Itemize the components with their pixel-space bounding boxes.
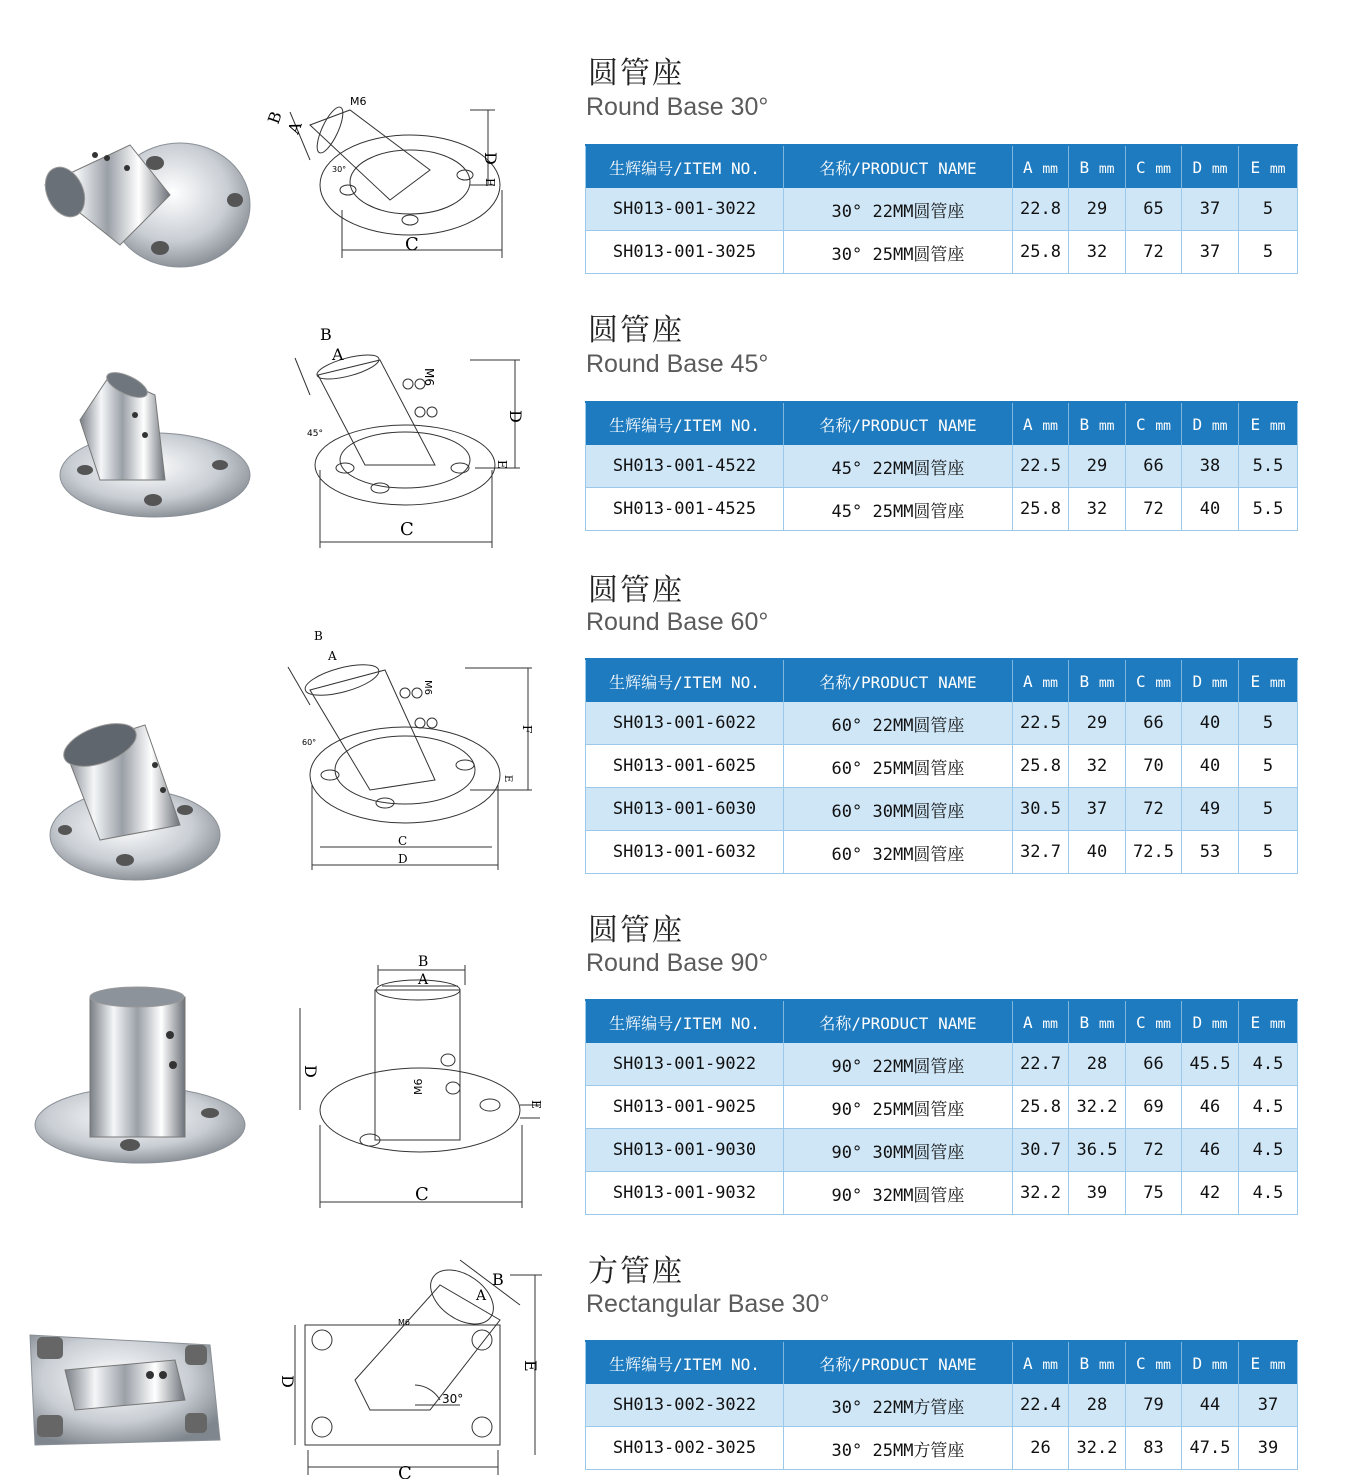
c-cell: 72.5 [1126,831,1182,874]
product-name-cell: 90° 32MM圆管座 [784,1172,1013,1215]
col-header-e: E mm [1239,1000,1298,1043]
spec-table [585,999,1298,1215]
item-no-cell: SH013-001-6032 [586,831,784,874]
dim-d-label: D [506,410,525,423]
table-header-row [586,659,1298,702]
thread-m6-label: M6 [398,1318,410,1327]
d-cell: 40 [1182,488,1239,531]
product-name-cell: 30° 22MM圆管座 [784,188,1013,231]
item-no-cell: SH013-001-9032 [586,1172,784,1215]
section-title-en: Round Base 30° [586,93,769,121]
col-header-e: E mm [1239,659,1298,702]
product-name-cell: 60° 22MM圆管座 [784,702,1013,745]
e-cell: 5 [1239,188,1298,231]
technical-drawing [270,320,560,550]
e-cell: 5 [1239,831,1298,874]
dim-d-label: D [278,1375,297,1388]
section-title-en: Round Base 60° [586,608,769,636]
product-section-round-base-45 [0,290,1362,550]
spec-table [585,658,1298,874]
product-name-cell: 60° 25MM圆管座 [784,745,1013,788]
e-cell: 5 [1239,745,1298,788]
dim-a-label: A [283,119,306,137]
d-cell: 37 [1182,188,1239,231]
product-name-cell: 30° 25MM圆管座 [784,231,1013,274]
a-cell: 32.2 [1013,1172,1069,1215]
product-photo [25,1325,255,1455]
technical-drawing [270,625,560,875]
col-header-b: B mm [1069,145,1126,188]
d-cell: 46 [1182,1129,1239,1172]
dim-d-label: D [398,852,408,866]
product-section-round-base-30 [0,0,1362,290]
product-name-cell: 60° 32MM圆管座 [784,831,1013,874]
dim-b-label: B [320,325,332,344]
dim-b-label: B [492,1270,504,1289]
col-header-a: A mm [1013,1000,1069,1043]
col-header-c: C mm [1126,1341,1182,1384]
product-photo [25,715,255,885]
product-name-cell: 90° 25MM圆管座 [784,1086,1013,1129]
dim-e-label: E [495,460,509,469]
dim-a-label: A [418,972,429,988]
item-no-cell: SH013-001-6022 [586,702,784,745]
dim-f-label: F [520,725,534,734]
a-cell: 25.8 [1013,1086,1069,1129]
item-no-cell: SH013-002-3025 [586,1427,784,1470]
e-cell: 4.5 [1239,1086,1298,1129]
table-row [586,1427,1298,1470]
a-cell: 32.7 [1013,831,1069,874]
table-header-row [586,402,1298,445]
col-header-d: D mm [1182,402,1239,445]
dim-b-label: B [418,954,429,970]
thread-m6-label: M6 [422,368,436,386]
thread-m6-label: M6 [422,680,433,695]
dim-c-label: C [398,1463,412,1479]
col-header-e: E mm [1239,402,1298,445]
dim-e-label: E [483,178,497,187]
dim-c-label: C [398,834,408,848]
b-cell: 37 [1069,788,1126,831]
dim-c-label: C [400,519,414,540]
table-header-row [586,145,1298,188]
col-header-item-no: 生辉编号/ITEM NO. [586,402,784,445]
d-cell: 42 [1182,1172,1239,1215]
spec-table [585,1340,1298,1470]
a-cell: 22.4 [1013,1384,1069,1427]
dim-e-label: E [502,775,513,783]
d-cell: 45.5 [1182,1043,1239,1086]
a-cell: 25.8 [1013,488,1069,531]
d-cell: 40 [1182,702,1239,745]
product-name-cell: 90° 22MM圆管座 [784,1043,1013,1086]
a-cell: 22.5 [1013,702,1069,745]
product-photo [25,365,255,525]
b-cell: 32 [1069,231,1126,274]
c-cell: 83 [1126,1427,1182,1470]
col-header-e: E mm [1239,1341,1298,1384]
section-title-cn: 方管座 [588,1254,684,1289]
c-cell: 72 [1126,488,1182,531]
table-row [586,445,1298,488]
col-header-product-name: 名称/PRODUCT NAME [784,1000,1013,1043]
product-name-cell: 30° 25MM方管座 [784,1427,1013,1470]
col-header-item-no: 生辉编号/ITEM NO. [586,1341,784,1384]
table-row [586,745,1298,788]
a-cell: 22.8 [1013,188,1069,231]
item-no-cell: SH013-001-4522 [586,445,784,488]
col-header-d: D mm [1182,145,1239,188]
technical-drawing [270,950,560,1210]
c-cell: 66 [1126,445,1182,488]
table-row [586,1384,1298,1427]
item-no-cell: SH013-001-6030 [586,788,784,831]
e-cell: 37 [1239,1384,1298,1427]
d-cell: 49 [1182,788,1239,831]
dim-b-label: B [314,629,323,643]
item-no-cell: SH013-001-3025 [586,231,784,274]
col-header-a: A mm [1013,1341,1069,1384]
col-header-product-name: 名称/PRODUCT NAME [784,145,1013,188]
e-cell: 5 [1239,702,1298,745]
angle-label: 30° [332,165,347,174]
c-cell: 70 [1126,745,1182,788]
e-cell: 5 [1239,788,1298,831]
section-title-en: Round Base 90° [586,949,769,977]
col-header-c: C mm [1126,402,1182,445]
b-cell: 40 [1069,831,1126,874]
b-cell: 36.5 [1069,1129,1126,1172]
table-row [586,788,1298,831]
section-title-cn: 圆管座 [588,56,684,91]
col-header-d: D mm [1182,1341,1239,1384]
a-cell: 25.8 [1013,745,1069,788]
c-cell: 75 [1126,1172,1182,1215]
col-header-c: C mm [1126,659,1182,702]
section-title-en: Round Base 45° [586,350,769,378]
d-cell: 44 [1182,1384,1239,1427]
c-cell: 72 [1126,788,1182,831]
section-title-cn: 圆管座 [588,573,684,608]
d-cell: 53 [1182,831,1239,874]
e-cell: 4.5 [1239,1129,1298,1172]
b-cell: 28 [1069,1043,1126,1086]
col-header-a: A mm [1013,659,1069,702]
table-row [586,1172,1298,1215]
a-cell: 22.5 [1013,445,1069,488]
a-cell: 30.7 [1013,1129,1069,1172]
angle-label: 30° [442,1392,464,1406]
section-title-cn: 圆管座 [588,313,684,348]
a-cell: 30.5 [1013,788,1069,831]
product-section-round-base-90 [0,890,1362,1230]
item-no-cell: SH013-001-4525 [586,488,784,531]
thread-m6-label: M6 [412,1078,425,1095]
dim-b-label: B [263,108,286,127]
technical-drawing [263,90,560,265]
a-cell: 25.8 [1013,231,1069,274]
product-name-cell: 45° 22MM圆管座 [784,445,1013,488]
e-cell: 5.5 [1239,445,1298,488]
b-cell: 32 [1069,745,1126,788]
b-cell: 32.2 [1069,1427,1126,1470]
b-cell: 29 [1069,445,1126,488]
table-header-row [586,1000,1298,1043]
e-cell: 5 [1239,231,1298,274]
dim-d-label: D [301,1065,320,1078]
dim-e-label: E [521,1360,540,1372]
col-header-product-name: 名称/PRODUCT NAME [784,1341,1013,1384]
col-header-item-no: 生辉编号/ITEM NO. [586,659,784,702]
col-header-b: B mm [1069,1000,1126,1043]
angle-label: 60° [302,738,317,747]
e-cell: 4.5 [1239,1172,1298,1215]
item-no-cell: SH013-001-3022 [586,188,784,231]
b-cell: 29 [1069,702,1126,745]
table-row [586,188,1298,231]
c-cell: 66 [1126,1043,1182,1086]
thread-m6-label: M6 [350,95,367,108]
technical-drawing [270,1245,560,1479]
item-no-cell: SH013-001-9030 [586,1129,784,1172]
d-cell: 38 [1182,445,1239,488]
b-cell: 32 [1069,488,1126,531]
dim-c-label: C [405,234,419,255]
col-header-c: C mm [1126,145,1182,188]
col-header-product-name: 名称/PRODUCT NAME [784,659,1013,702]
dim-a-label: A [476,1288,487,1304]
b-cell: 29 [1069,188,1126,231]
e-cell: 39 [1239,1427,1298,1470]
c-cell: 66 [1126,702,1182,745]
spec-table [585,401,1298,531]
b-cell: 28 [1069,1384,1126,1427]
col-header-item-no: 生辉编号/ITEM NO. [586,1000,784,1043]
table-row [586,488,1298,531]
col-header-c: C mm [1126,1000,1182,1043]
d-cell: 40 [1182,745,1239,788]
table-row [586,702,1298,745]
col-header-b: B mm [1069,402,1126,445]
product-name-cell: 45° 25MM圆管座 [784,488,1013,531]
col-header-d: D mm [1182,1000,1239,1043]
e-cell: 4.5 [1239,1043,1298,1086]
table-row [586,231,1298,274]
d-cell: 46 [1182,1086,1239,1129]
table-row [586,831,1298,874]
item-no-cell: SH013-001-9025 [586,1086,784,1129]
table-row [586,1129,1298,1172]
c-cell: 69 [1126,1086,1182,1129]
dim-c-label: C [415,1184,429,1205]
d-cell: 37 [1182,231,1239,274]
e-cell: 5.5 [1239,488,1298,531]
item-no-cell: SH013-001-6025 [586,745,784,788]
product-photo [25,130,255,280]
table-row [586,1086,1298,1129]
dim-a-label: A [332,345,344,364]
col-header-d: D mm [1182,659,1239,702]
product-section-rectangular-base-30 [0,1230,1362,1479]
c-cell: 65 [1126,188,1182,231]
item-no-cell: SH013-001-9022 [586,1043,784,1086]
col-header-a: A mm [1013,402,1069,445]
section-title-cn: 圆管座 [588,913,684,948]
product-section-round-base-60 [0,550,1362,890]
product-name-cell: 90° 30MM圆管座 [784,1129,1013,1172]
product-name-cell: 30° 22MM方管座 [784,1384,1013,1427]
table-row [586,1043,1298,1086]
product-photo [25,985,255,1170]
b-cell: 39 [1069,1172,1126,1215]
c-cell: 79 [1126,1384,1182,1427]
angle-label: 45° [307,429,323,439]
d-cell: 47.5 [1182,1427,1239,1470]
b-cell: 32.2 [1069,1086,1126,1129]
c-cell: 72 [1126,1129,1182,1172]
col-header-item-no: 生辉编号/ITEM NO. [586,145,784,188]
c-cell: 72 [1126,231,1182,274]
col-header-b: B mm [1069,1341,1126,1384]
col-header-b: B mm [1069,659,1126,702]
col-header-product-name: 名称/PRODUCT NAME [784,402,1013,445]
dim-e-label: E [529,1100,543,1109]
dim-a-label: A [328,649,337,663]
table-header-row [586,1341,1298,1384]
col-header-a: A mm [1013,145,1069,188]
product-name-cell: 60° 30MM圆管座 [784,788,1013,831]
dim-d-label: D [481,152,500,165]
section-title-en: Rectangular Base 30° [586,1290,830,1318]
a-cell: 22.7 [1013,1043,1069,1086]
a-cell: 26 [1013,1427,1069,1470]
item-no-cell: SH013-002-3022 [586,1384,784,1427]
col-header-e: E mm [1239,145,1298,188]
spec-table [585,144,1298,274]
